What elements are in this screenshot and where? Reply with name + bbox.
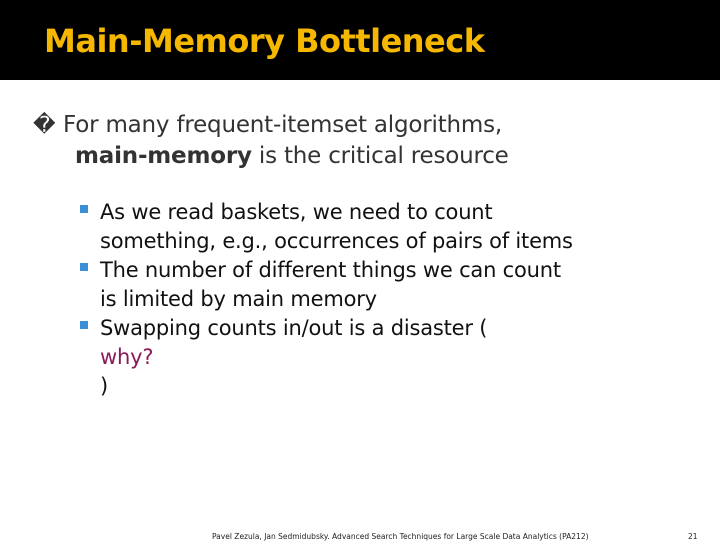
bullet-marker-glyph: � (33, 113, 56, 138)
main-bullet (33, 110, 672, 172)
main-bullet-line-1: For many frequent-itemset algorithms, (63, 112, 502, 138)
main-memory-emphasis: main-memory (75, 143, 252, 169)
sub-bullet-line: is limited by main memory (100, 287, 377, 311)
sub-bullet-item (78, 198, 698, 256)
square-bullet-icon (80, 321, 88, 329)
closing-paren: ) (100, 374, 108, 398)
sub-bullet-item (78, 256, 698, 314)
sub-bullet-line: The number of different things we can count (100, 258, 561, 282)
square-bullet-icon (80, 263, 88, 271)
sub-bullet-line (100, 314, 698, 401)
sub-bullet-line: As we read baskets, we need to count (100, 200, 493, 224)
page-number: 21 (688, 532, 698, 541)
sub-bullet-list (78, 198, 698, 401)
main-bullet-line-2 (75, 141, 672, 172)
why-question: why? (100, 345, 154, 369)
slide-title: Main-Memory Bottleneck (44, 22, 485, 60)
sub-bullet-line: something, e.g., occurrences of pairs of items (100, 229, 573, 253)
swapping-text: Swapping counts in/out is a disaster ( (100, 316, 488, 340)
square-bullet-icon (80, 205, 88, 213)
sub-bullet-item (78, 314, 698, 401)
main-bullet-line-2-rest: is the critical resource (251, 143, 509, 169)
footer-citation: Pavel Zezula, Jan Sedmidubsky. Advanced Search Techniques for Large Scale Data Analytics (PA212) (212, 532, 589, 541)
